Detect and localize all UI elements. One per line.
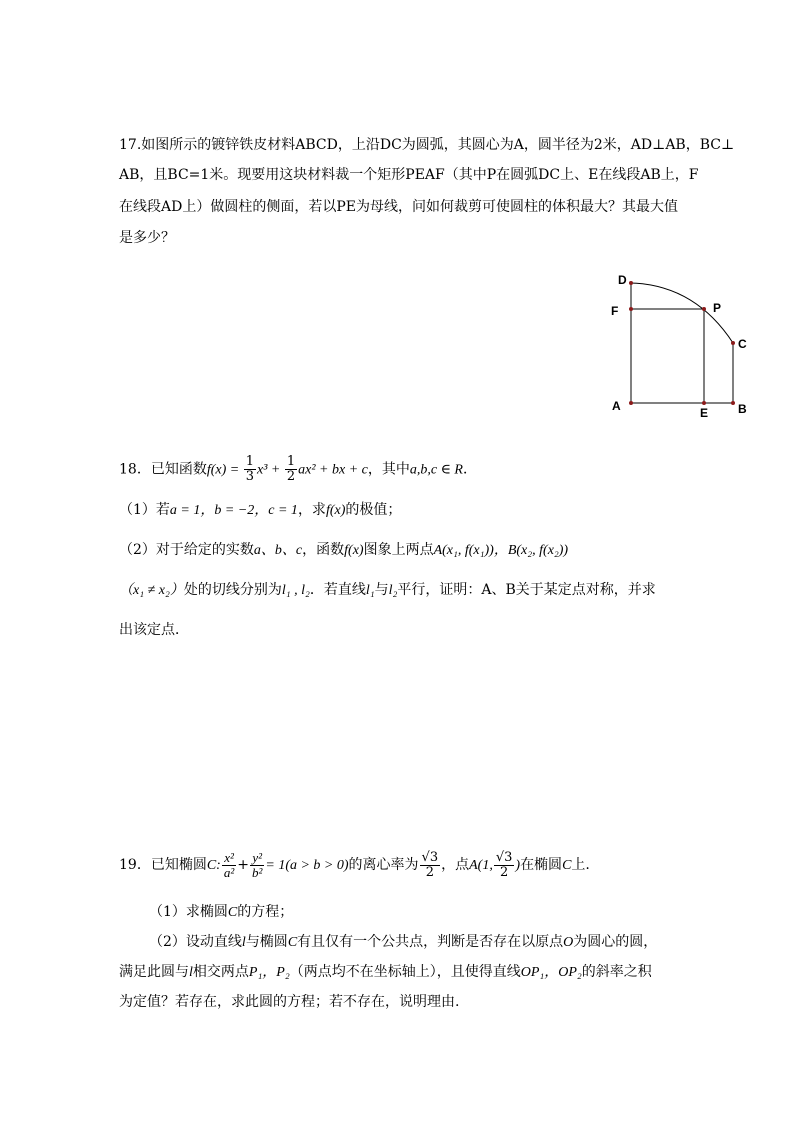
q18-part-2-line-1: （2）对于给定的实数a、b、c，函数f(x)图象上两点A(x₁, f(x₁))，B(x₂, f(x₂)) — [119, 542, 569, 558]
point-F — [629, 307, 633, 311]
q19-frac-y: $\frac{\text{y²}}{\text{b²}}$ — [251, 849, 263, 880]
q18-vars: a,b,c ∈ R — [409, 462, 463, 478]
q19-intro: 19．已知椭圆C: $\frac{\text{x²}}{\text{a²}}$ + $\frac{\text{y²}}{\text{b²}}$ = 1(a > b > 0)的离心率为 $\frac{√3}{2}$ ，点A(1, $\frac{√3}{2}$ )在椭圆C上. — [119, 849, 590, 880]
q19-part-1: （1）求椭圆C的方程； — [149, 904, 294, 920]
q18-part-2-line-3: 出该定点． — [119, 622, 189, 638]
q17-line-3: 在线段AD上）做圆柱的侧面，若以PE为母线，问如何裁剪可使圆柱的体积最大？其最大值 — [119, 199, 678, 215]
q18-intro-post: ，其中 — [367, 461, 410, 478]
q18-func: f(x) = — [206, 462, 243, 478]
q19-ecc: $\frac{√3}{2}$ — [421, 849, 439, 880]
q18-p1-cond: a = 1，b = −2，c = 1 — [169, 503, 298, 518]
point-D — [629, 281, 633, 285]
label-A: A — [612, 399, 621, 413]
label-B: B — [738, 402, 747, 416]
q19-part-2-line-3: 为定值？若存在，求此圆的方程；若不存在，说明理由. — [119, 994, 460, 1010]
q17-figure — [600, 265, 760, 425]
point-P — [702, 307, 706, 311]
q18-terms: x³ + — [256, 462, 284, 478]
q18-frac-1: $\frac{1}{3}$ — [245, 454, 254, 484]
point-B — [731, 401, 735, 405]
q18-part-1: （1）若a = 1，b = −2，c = 1，求f(x)的极值； — [119, 502, 402, 518]
q18-terms-2: ax² + bx + c — [298, 462, 368, 478]
q19-frac-x: $\frac{\text{x²}}{\text{a²}}$ — [223, 849, 235, 880]
point-C — [731, 341, 735, 345]
label-P: P — [713, 301, 722, 315]
q17-line-4: 是多少？ — [119, 230, 175, 246]
point-E — [702, 401, 706, 405]
label-D: D — [618, 273, 627, 287]
label-F: F — [611, 304, 619, 318]
label-E: E — [700, 406, 709, 420]
q19-part-2-line-2: 满足此圆与l相交两点P₁，P₂（两点均不在坐标轴上），且使得直线OP₁，OP₂的斜率之积 — [119, 964, 652, 980]
q19-part-2-line-1: （2）设动直线l与椭圆C有且仅有一个公共点，判断是否存在以原点O为圆心的圆， — [149, 934, 658, 950]
q19-point-frac: $\frac{√3}{2}$ — [495, 849, 513, 880]
q17-line-1: 17.如图所示的镀锌铁皮材料ABCD，上沿DC为圆弧，其圆心为A，圆半径为2米，AD⊥AB，BC⊥ — [119, 137, 735, 153]
q18-intro-pre: 18．已知函数 — [119, 461, 207, 478]
q18-part-2-line-2: （x₁ ≠ x₂）处的切线分别为l₁ , l₂．若直线l₁与l₂平行，证明：A、B关于某定点对称，并求 — [119, 582, 656, 598]
q17-line-2: AB，且BC=1米。现要用这块材料裁一个矩形PEAF（其中P在圆弧DC上、E在线段AB上，F — [119, 167, 699, 183]
q18-intro: 18．已知函数f(x) = $\frac{1}{3}$ x³ + $\frac{1}{2}$ ax² + bx + c，其中a,b,c ∈ R． — [119, 454, 477, 484]
q18-frac-2: $\frac{1}{2}$ — [286, 454, 296, 484]
point-A — [629, 401, 633, 405]
label-C: C — [738, 337, 747, 351]
